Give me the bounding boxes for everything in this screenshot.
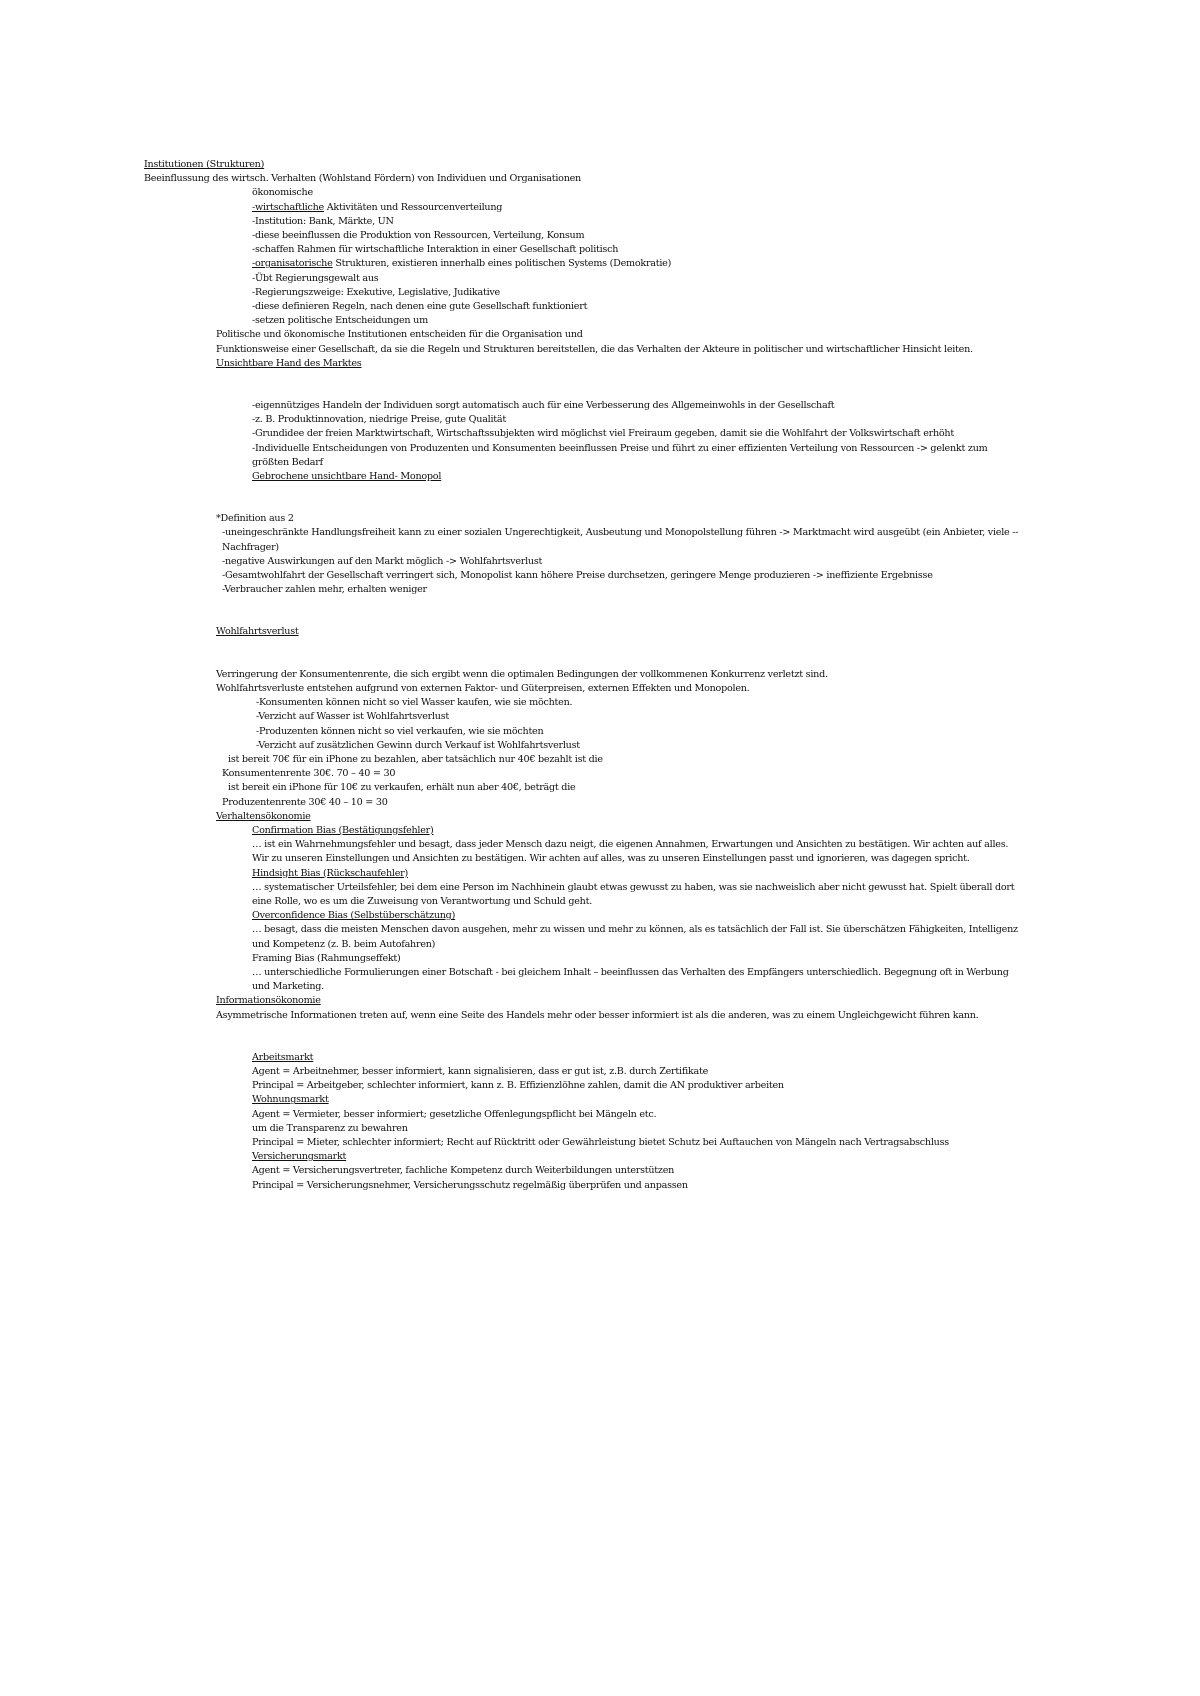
text-fragment: Aktivitäten und Ressourcenverteilung (323, 201, 503, 213)
spacer (144, 611, 1064, 625)
text-line: Principal = Arbeitgeber, schlechter informiert, kann z. B. Effizienzlöhne zahlen, damit die AN produktiver arbeiten (252, 1080, 784, 1092)
text-line: -setzen politische Entscheidungen um (252, 315, 428, 327)
text-line: -Regierungszweige: Exekutive, Legislative, Judikative (252, 286, 500, 298)
text-line: Produzentenrente 30€ 40 – 10 = 30 (222, 796, 388, 808)
section-heading-informationsoekonomie: Informationsökonomie (216, 995, 321, 1007)
text-line: und Kompetenz (z. B. beim Autofahren) (252, 938, 436, 950)
spacer (144, 640, 1064, 668)
text-line: und Marketing. (252, 981, 324, 993)
text-line: ist bereit 70€ für ein iPhone zu bezahlen, aber tatsächlich nur 40€ bezahlt ist die (228, 753, 603, 765)
subheading-wohnungsmarkt: Wohnungsmarkt (252, 1094, 329, 1106)
text-line: -uneingeschränkte Handlungsfreiheit kann zu einer sozialen Ungerechtigkeit, Ausbeutung und Monopolstellung führen -> Marktmacht wird ausgeübt (ein Anbieter, viele -- (222, 527, 1019, 539)
text-line: … unterschiedliche Formulierungen einer Botschaft - bei gleichem Inhalt – beeinflussen das Verhalten des Empfängers unterschiedlich. Begegnung oft in Werbung (252, 966, 1009, 978)
text-line: Principal = Mieter, schlechter informiert; Recht auf Rücktritt oder Gewährleistung bietet Schutz bei Auftauchen von Mängeln nach Vertragsabschluss (252, 1136, 949, 1148)
text-line: Agent = Versicherungsvertreter, fachliche Kompetenz durch Weiterbildungen unterstützen (252, 1165, 675, 1177)
text-line: -Grundidee der freien Marktwirtschaft, Wirtschaftssubjekten wird möglichst viel Freiraum gegeben, damit sie die Wohlfahrt der Volkswirtschaft erhöht (252, 428, 954, 440)
text-line: ökonomische (252, 187, 313, 199)
text-line: Principal = Versicherungsnehmer, Versicherungsschutz regelmäßig überprüfen und anpassen (252, 1179, 688, 1191)
subheading-overconfidence-bias: Overconfidence Bias (Selbstüberschätzung) (252, 910, 456, 922)
text-line: … besagt, dass die meisten Menschen davon ausgehen, mehr zu wissen und mehr zu können, als es tatsächlich der Fall ist. Sie überschätzen Fähigkeiten, Intelligenz (252, 924, 1018, 936)
text-line: größten Bedarf (252, 456, 323, 468)
subheading-monopol: Gebrochene unsichtbare Hand- Monopol (252, 471, 442, 483)
text-line: Beeinflussung des wirtsch. Verhalten (Wohlstand Fördern) von Individuen und Organisationen (144, 173, 581, 185)
text-line: -Verzicht auf zusätzlichen Gewinn durch Verkauf ist Wohlfahrtsverlust (256, 739, 580, 751)
text-line: Wohlfahrtsverluste entstehen aufgrund von externen Faktor- und Güterpreisen, externen Effekten und Monopolen. (216, 682, 750, 694)
text-fragment: Strukturen, existieren innerhalb eines politischen Systems (Demokratie) (332, 258, 672, 270)
text-line: -Individuelle Entscheidungen von Produzenten und Konsumenten beeinflussen Preise und führt zu einer effizienten Verteilung von Ressourcen -> gelenkt zum (252, 442, 988, 454)
document-body (144, 158, 1064, 1193)
text-line (144, 201, 1064, 215)
text-line: -Konsumenten können nicht so viel Wasser kaufen, wie sie möchten. (256, 697, 573, 709)
subheading-arbeitsmarkt: Arbeitsmarkt (252, 1051, 314, 1063)
text-line (144, 257, 1064, 271)
section-heading-verhaltensoekonomie: Verhaltensökonomie (216, 810, 311, 822)
text-line: eine Rolle, wo es um die Zuweisung von Verantwortung und Schuld geht. (252, 895, 593, 907)
text-line: -negative Auswirkungen auf den Markt möglich -> Wohlfahrtsverlust (222, 555, 543, 567)
underlined-term: -organisatorische (252, 258, 333, 270)
text-line: Agent = Arbeitnehmer, besser informiert, kann signalisieren, dass er gut ist, z.B. durch Zertifikate (252, 1065, 708, 1077)
text-line: Funktionsweise einer Gesellschaft, da sie die Regeln und Strukturen bereitstellen, die das Verhalten der Akteure in politischer und wirtschaftlicher Hinsicht leiten. (216, 343, 973, 355)
text-line: … ist ein Wahrnehmungsfehler und besagt, dass jeder Mensch dazu neigt, die eigenen Annahmen, Erwartungen und Ansichten zu bestätigen. Wir achten auf alles. (252, 839, 1009, 851)
underlined-term: -wirtschaftliche (252, 201, 324, 213)
text-line: um die Transparenz zu bewahren (252, 1122, 408, 1134)
spacer (144, 1023, 1064, 1051)
text-line: Politische und ökonomische Institutionen entscheiden für die Organisation und (216, 329, 583, 341)
subheading-hindsight-bias: Hindsight Bias (Rückschaufehler) (252, 867, 408, 879)
text-line: -Gesamtwohlfahrt der Gesellschaft verringert sich, Monopolist kann höhere Preise durchsetzen, geringere Menge produzieren -> ineffiziente Ergebnisse (222, 570, 933, 582)
spacer (144, 484, 1064, 512)
text-line: Konsumentenrente 30€. 70 – 40 = 30 (222, 768, 396, 780)
text-line: -Verbraucher zahlen mehr, erhalten weniger (222, 584, 427, 596)
text-line: -eigennütziges Handeln der Individuen sorgt automatisch auch für eine Verbesserung des Allgemeinwohls in der Gesellschaft (252, 400, 835, 412)
text-line: -schaffen Rahmen für wirtschaftliche Interaktion in einer Gesellschaft politisch (252, 244, 619, 256)
spacer (144, 597, 1064, 611)
text-line: Agent = Vermieter, besser informiert; gesetzliche Offenlegungspflicht bei Mängeln etc. (252, 1108, 657, 1120)
text-line: -diese definieren Regeln, nach denen eine gute Gesellschaft funktioniert (252, 301, 588, 313)
text-line: Nachfrager) (222, 541, 279, 553)
text-line: *Definition aus 2 (216, 513, 294, 525)
spacer (144, 371, 1064, 399)
text-line: -Institution: Bank, Märkte, UN (252, 215, 394, 227)
text-line: -Übt Regierungsgewalt aus (252, 272, 379, 284)
section-heading-unsichtbare-hand: Unsichtbare Hand des Marktes (216, 357, 362, 369)
subheading-framing-bias: Framing Bias (Rahmungseffekt) (252, 952, 401, 964)
section-heading-institutionen: Institutionen (Strukturen) (144, 159, 265, 170)
text-line: -Produzenten können nicht so viel verkaufen, wie sie möchten (256, 725, 544, 737)
text-line: ist bereit ein iPhone für 10€ zu verkaufen, erhält nun aber 40€, beträgt die (228, 782, 576, 794)
text-line: Wir zu unseren Einstellungen und Ansichten zu bestätigen. Wir achten auf alles, was zu unseren Einstellungen passt und ignorieren, was dagegen spricht. (252, 853, 970, 865)
text-line: -z. B. Produktinnovation, niedrige Preise, gute Qualität (252, 414, 506, 426)
subheading-versicherungsmarkt: Versicherungsmarkt (252, 1151, 347, 1163)
text-line: -diese beeinflussen die Produktion von Ressourcen, Verteilung, Konsum (252, 230, 585, 242)
text-line: … systematischer Urteilsfehler, bei dem eine Person im Nachhinein glaubt etwas gewusst zu haben, was sie nachweislich aber nicht gewusst hat. Spielt überall dort (252, 881, 1015, 893)
section-heading-wohlfahrtsverlust: Wohlfahrtsverlust (216, 626, 299, 638)
text-line: Asymmetrische Informationen treten auf, wenn eine Seite des Handels mehr oder besser informiert ist als die anderen, was zu einem Ungleichgewicht führen kann. (216, 1009, 979, 1021)
subheading-confirmation-bias: Confirmation Bias (Bestätigungsfehler) (252, 824, 434, 836)
text-line: Verringerung der Konsumentenrente, die sich ergibt wenn die optimalen Bedingungen der vollkommenen Konkurrenz verletzt sind. (216, 668, 828, 680)
text-line: -Verzicht auf Wasser ist Wohlfahrtsverlust (256, 711, 449, 723)
